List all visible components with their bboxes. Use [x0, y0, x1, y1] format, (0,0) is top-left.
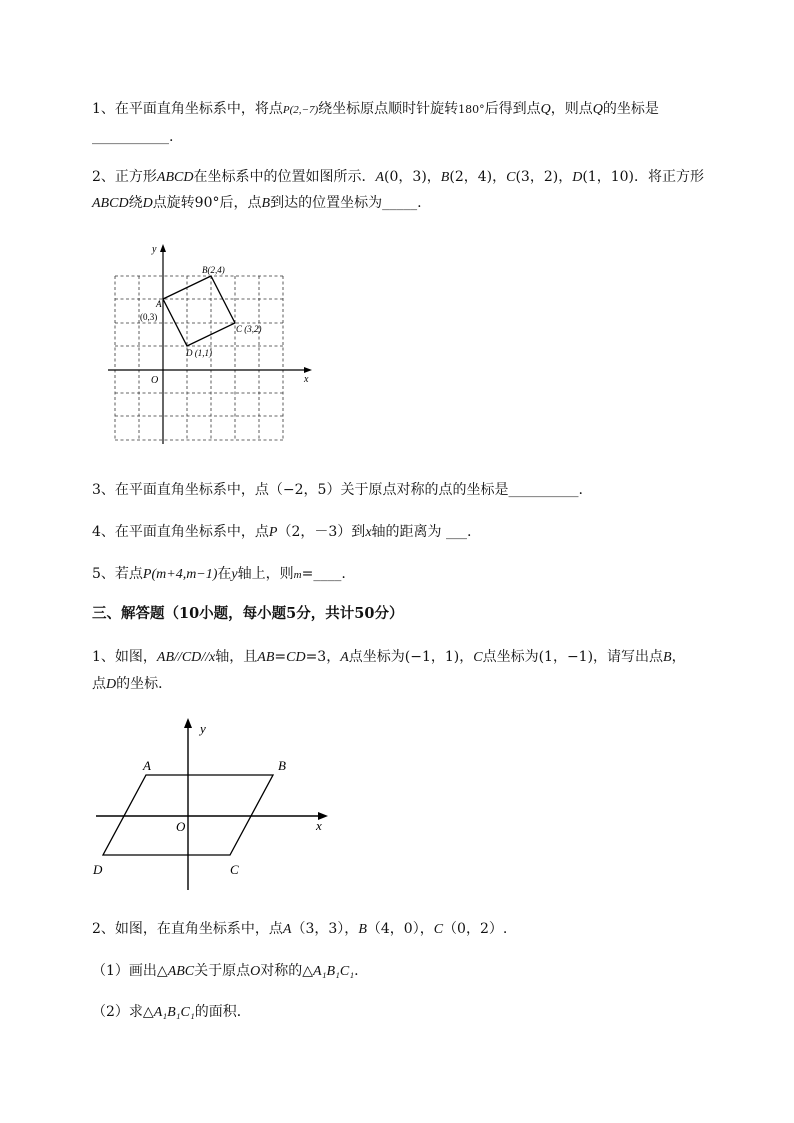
- x-variable: x: [365, 525, 372, 540]
- triangle-a1b1c1: A₁B₁C₁: [313, 964, 355, 979]
- origin-o: O: [250, 964, 261, 979]
- solve-question-2-part-2: [92, 1003, 251, 1022]
- question-text: （2）求△: [92, 1004, 154, 1020]
- coord-d: (1，10)．将正方形: [582, 169, 704, 185]
- question-text: 的面积．: [194, 1004, 251, 1020]
- question-number: 3、: [92, 482, 115, 498]
- question-number: 1、: [92, 649, 115, 665]
- x-axis-label: x: [304, 374, 309, 385]
- square-name: ABCD: [92, 196, 129, 211]
- coord-c: （0，2）.: [443, 921, 508, 937]
- y-variable: y: [231, 567, 238, 582]
- question-2: [92, 168, 704, 187]
- square-name: ABCD: [156, 170, 194, 185]
- question-text: 在坐标系中的位置如图所示．: [193, 169, 376, 185]
- coord-b: （4，0），: [366, 921, 434, 937]
- question-number: 4、: [92, 524, 115, 540]
- question-5: [92, 565, 346, 584]
- point-p-expression: P(2,−7): [282, 104, 319, 116]
- question-text: 在平面直角坐标系中，点: [114, 524, 269, 540]
- equals-sign: =: [274, 649, 287, 665]
- solve-question-2: [92, 920, 507, 939]
- point-a: A: [282, 922, 292, 937]
- question-text: 在: [217, 566, 232, 582]
- origin-label: O: [176, 819, 186, 834]
- point-q: Q: [592, 102, 603, 117]
- point-d: D: [106, 677, 117, 692]
- question-text: 的坐标是: [602, 101, 659, 117]
- x-variable: x: [209, 650, 216, 665]
- point-c: C: [433, 922, 444, 937]
- point-c-label: C (3,2): [236, 324, 262, 334]
- question-text: .: [354, 963, 359, 979]
- question-text: 的坐标．: [116, 676, 173, 692]
- grid-lines: [115, 276, 283, 440]
- question-text: 正方形: [114, 169, 157, 185]
- coord-c: (3，2)，: [515, 169, 573, 185]
- question-text: 点坐标为(−1，1)，: [348, 649, 474, 665]
- question-text: 轴，且: [215, 649, 258, 665]
- x-axis-arrow: [304, 367, 312, 373]
- question-text: 在平面直角坐标系中，点（−2，5）关于原点对称的点的坐标是__________.: [114, 482, 583, 498]
- point-c-label: C: [230, 862, 239, 877]
- point-p: P: [268, 525, 278, 540]
- point-b: B: [358, 922, 367, 937]
- coord-a: (0，3)，: [384, 169, 441, 185]
- parallel-symbol: //: [174, 650, 182, 665]
- question-text: 绕坐标原点顺时针旋转: [318, 101, 459, 117]
- y-axis-label: y: [152, 244, 157, 255]
- point-q: Q: [540, 102, 551, 117]
- point-b: B: [261, 196, 271, 211]
- y-axis-arrow: [184, 718, 192, 728]
- question-text: 轴上，则: [237, 566, 294, 582]
- x-axis-label: x: [316, 818, 322, 833]
- solve-question-1-line-2: [92, 675, 172, 694]
- question-2-line-2: [92, 194, 422, 213]
- rotation-angle: 180°: [458, 103, 485, 116]
- question-text: 点坐标为(1，−1)，请写出点: [482, 649, 664, 665]
- question-3: [92, 481, 583, 499]
- segment-ab: AB: [156, 650, 175, 665]
- point-a: A: [340, 650, 349, 665]
- point-b-label: B(2,4): [202, 265, 225, 275]
- question-text: （2，－3）到: [277, 524, 366, 540]
- figure-square-grid: [100, 238, 320, 448]
- triangle-a1b1c1: A₁B₁C₁: [153, 1005, 195, 1020]
- m-variable: m: [293, 569, 302, 581]
- question-text: 如图，: [114, 649, 157, 665]
- question-text: 轴的距离为 ___.: [371, 524, 472, 540]
- question-text: ，则点: [550, 101, 593, 117]
- point-c: C: [473, 650, 483, 665]
- question-text: 对称的△: [260, 963, 314, 979]
- question-text: =____.: [301, 566, 346, 582]
- coord-b: (2，4)，: [449, 169, 507, 185]
- question-text: 点: [92, 676, 106, 692]
- y-axis-label: y: [200, 721, 206, 736]
- parallel-symbol: //: [201, 650, 210, 665]
- solve-question-1: [92, 648, 686, 667]
- solve-question-2-part-1: [92, 962, 359, 981]
- question-text: ，: [671, 649, 686, 665]
- question-text: （1）画出△: [92, 963, 168, 979]
- question-number: 2、: [92, 169, 115, 185]
- question-text: 关于原点: [194, 963, 251, 979]
- question-text: 在平面直角坐标系中，将点: [114, 101, 283, 117]
- question-text: =3，: [305, 649, 341, 665]
- point-d: D: [572, 170, 583, 185]
- segment-cd: CD: [286, 650, 306, 665]
- question-text: 点旋转90°后，点: [152, 195, 262, 211]
- question-text: 如图，在直角坐标系中，点: [114, 921, 283, 937]
- point-d: D: [142, 196, 153, 211]
- point-b-label: B: [278, 758, 286, 773]
- point-a: A: [375, 170, 385, 185]
- question-1: [92, 100, 659, 119]
- question-number: 5、: [92, 566, 115, 582]
- answer-blank: ___________.: [92, 129, 174, 145]
- question-text: 绕: [128, 195, 143, 211]
- point-d-label: D: [93, 862, 103, 877]
- point-c: C: [506, 170, 516, 185]
- segment-cd: CD: [181, 650, 202, 665]
- point-b: B: [663, 650, 672, 665]
- figure-parallelogram: [88, 712, 338, 897]
- question-number: 1、: [92, 101, 115, 117]
- triangle-abc: ABC: [167, 964, 195, 979]
- point-p-expression: P(m+4,m−1): [142, 567, 218, 582]
- square-abcd: [163, 276, 235, 346]
- section-heading: 三、解答题（10小题，每小题5分，共计50分）: [92, 605, 404, 622]
- point-b: B: [440, 170, 450, 185]
- point-d-label: D (1,1): [186, 348, 212, 358]
- y-axis-arrow: [160, 244, 166, 252]
- point-a-label: A: [143, 758, 151, 773]
- segment-ab: AB: [257, 650, 275, 665]
- point-a-label: A: [156, 299, 162, 309]
- question-4: [92, 523, 471, 542]
- question-text: 后得到点: [484, 101, 541, 117]
- coord-a: （3，3），: [291, 921, 359, 937]
- point-a-coord: (0,3): [140, 312, 158, 322]
- origin-label: O: [151, 375, 159, 386]
- question-text: 到达的位置坐标为_____.: [270, 195, 422, 211]
- question-text: 若点: [114, 566, 143, 582]
- question-number: 2、: [92, 921, 115, 937]
